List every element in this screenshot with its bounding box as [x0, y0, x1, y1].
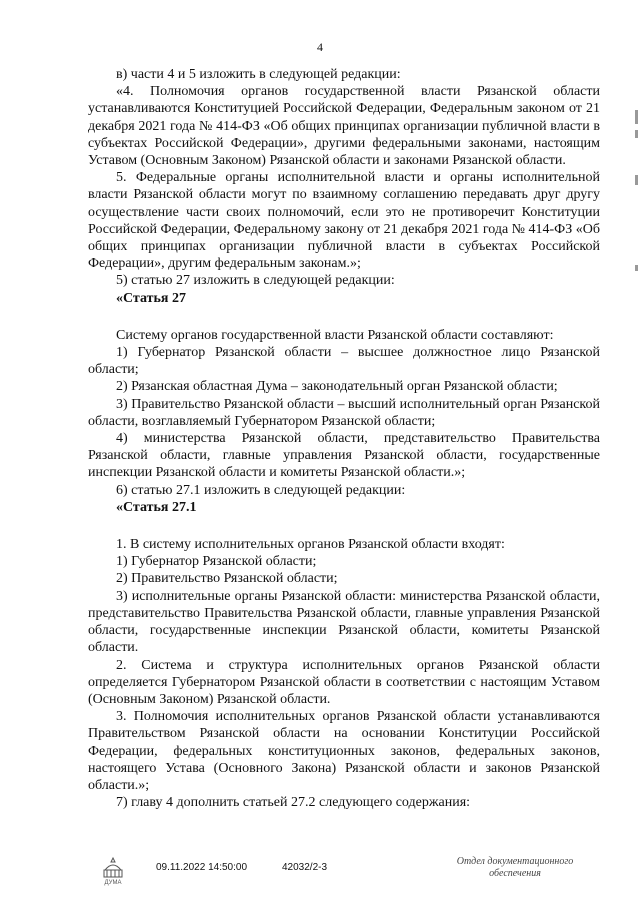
paragraph: 1) Губернатор Рязанской области; — [116, 554, 317, 570]
paragraph: 2) Рязанская областная Дума – законодательный орган Рязанской области; — [116, 379, 558, 395]
paragraph: 3) исполнительные органы Рязанской области: министерства Рязанской области, представительство Правительства Рязанской области, главные управления Рязанской области, государственные инспекции Рязанской области, комитеты Рязанской области. — [88, 588, 600, 656]
paragraph: 7) главу 4 дополнить статьей 27.2 следующего содержания: — [116, 795, 471, 811]
paragraph: 4) министерства Рязанской области, представительство Правительства Рязанской области, главные управления Рязанской области, государственные инспекции Рязанской области и комитеты Рязанской области.»; — [88, 431, 600, 481]
paragraph: 6) статью 27.1 изложить в следующей редакции: — [116, 482, 406, 498]
paragraph: 2) Правительство Рязанской области; — [116, 571, 338, 587]
scan-edge-mark — [635, 110, 638, 124]
duma-emblem-icon — [96, 856, 130, 886]
paragraph: «4. Полномочия органов государственной власти Рязанской области устанавливаются Конституцией Российской Федерации, Федеральным законом от 21 декабря 2021 года № 414-ФЗ «Об общих принципах организации публичной власти в субъектах Российской Федерации», другими федеральными законами, настоящим Уставом (Основным Законом) Рязанской области и законами Рязанской области. — [88, 84, 600, 169]
article-heading-27: «Статья 27 — [116, 290, 186, 306]
document-body — [88, 66, 600, 811]
scan-edge-mark — [635, 175, 638, 185]
paragraph: 1) Губернатор Рязанской области – высшее должностное лицо Рязанской области; — [88, 345, 600, 378]
paragraph: 1. В систему исполнительных органов Рязанской области входят: — [116, 537, 505, 553]
footer-datetime: 09.11.2022 14:50:00 — [156, 862, 248, 873]
paragraph: в) части 4 и 5 изложить в следующей редакции: — [116, 67, 401, 82]
paragraph: 5) статью 27 изложить в следующей редакции: — [116, 273, 395, 289]
paragraph: 5. Федеральные органы исполнительной власти и органы исполнительной власти Рязанской области могут по взаимному соглашению передавать друг другу осуществление части своих полномочий, если это не противоречит Конституции Российской Федерации, Федеральному закону от 21 декабря 2021 года № 414-ФЗ «Об общих принципах организации публичной власти в субъектах Российской Федерации», другим федеральным законам.»; — [88, 170, 600, 272]
paragraph: 3. Полномочия исполнительных органов Рязанской области устанавливаются Правительством Рязанской области на основании Конституции Российской Федерации, федеральных конституционных законов, федеральных законов, настоящего Устава (Основного Закона) Рязанской области и законов Рязанской области.»; — [88, 709, 600, 793]
page-footer — [0, 856, 640, 896]
page-number: 4 — [317, 40, 323, 54]
scan-edge-mark — [635, 265, 638, 271]
paragraph: 3) Правительство Рязанской области – высший исполнительный орган Рязанской области, возглавляемый Губернатором Рязанской области; — [88, 396, 600, 429]
stamp-line: обеспечения — [489, 868, 541, 879]
emblem-label: ДУМА — [104, 880, 122, 886]
stamp-line: Отдел документационного — [456, 856, 574, 867]
paragraph: 2. Система и структура исполнительных органов Рязанской области определяется Губернатором Рязанской области в соответствии с настоящим Уставом (Основным Законом) Рязанской области. — [88, 657, 600, 707]
paragraph: Систему органов государственной власти Рязанской области составляют: — [116, 327, 554, 343]
scan-edge-mark — [635, 130, 638, 138]
department-stamp — [440, 856, 590, 880]
spacer — [88, 307, 600, 327]
footer-doc-number: 42032/2-3 — [282, 862, 328, 873]
spacer — [88, 516, 600, 536]
article-heading-27-1: «Статья 27.1 — [116, 499, 197, 515]
